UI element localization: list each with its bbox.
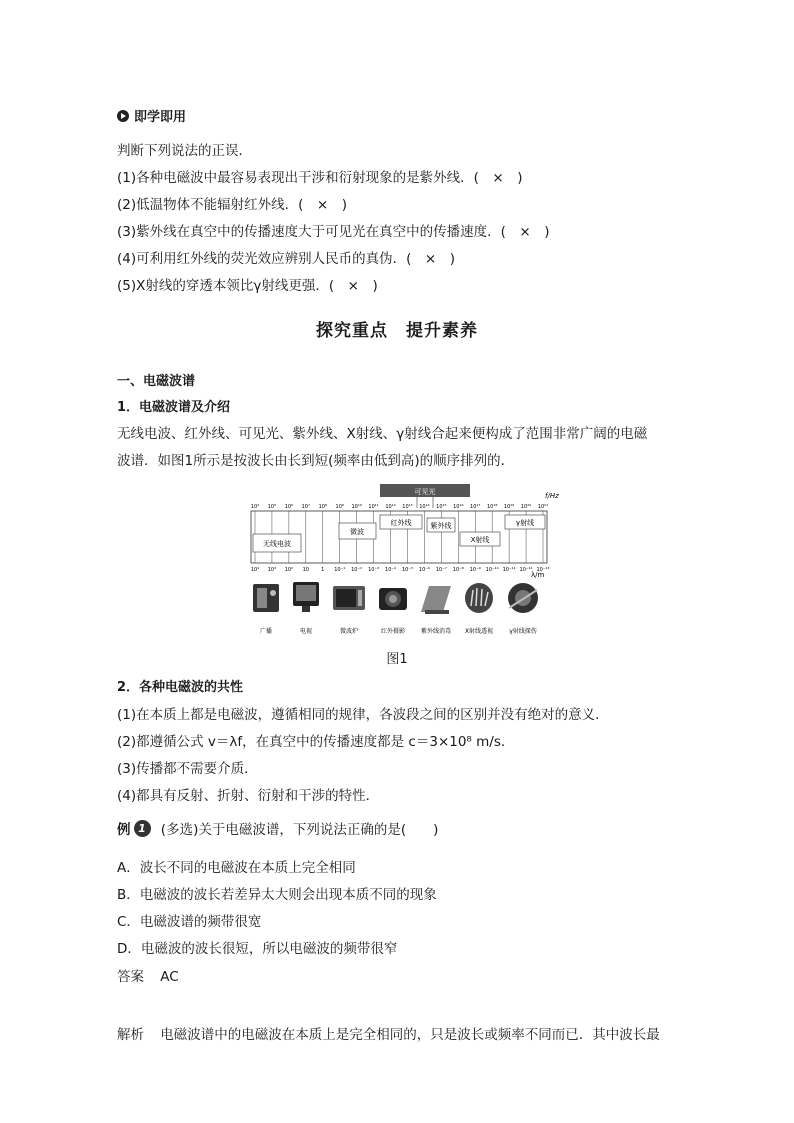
practice-item-2: (2)低温物体不能辐射红外线．( × ) xyxy=(117,197,347,213)
wave-tick-label: 10⁻¹¹ xyxy=(502,567,516,573)
device-icon-label: 红外摄影 xyxy=(380,628,406,635)
freq-tick-label: 10⁸ xyxy=(318,504,327,510)
freq-tick-label: 10¹⁰ xyxy=(351,504,362,510)
example-badge xyxy=(117,818,151,838)
freq-tick-label: 10⁴ xyxy=(250,504,260,510)
uv-sterilizer-icon xyxy=(421,586,451,614)
practice-heading xyxy=(117,106,186,125)
wave-tick-label: 1 xyxy=(321,567,325,573)
freq-tick-label: 10²¹ xyxy=(537,504,549,510)
device-icon-label: 微波炉 xyxy=(339,628,359,635)
wave-tick-label: 10³ xyxy=(267,567,277,573)
analysis-label: 解析 xyxy=(117,1027,144,1043)
freq-tick-label: 10¹⁹ xyxy=(503,504,515,510)
answer-value: AC xyxy=(160,969,179,985)
freq-tick-label: 10⁷ xyxy=(301,504,311,510)
tv-icon xyxy=(293,582,319,612)
freq-tick-labels xyxy=(251,504,548,510)
play-circle-icon xyxy=(117,110,129,122)
practice-item-5: (5)X射线的穿透本领比γ射线更强．( × ) xyxy=(117,278,378,294)
option-c: C．电磁波谱的频带很宽 xyxy=(117,914,262,930)
answer-label: 答案 xyxy=(117,969,144,985)
wave-tick-label: 10⁻² xyxy=(351,567,363,573)
device-icon-label: 紫外线消毒 xyxy=(420,628,452,635)
wave-tick-label: 10⁻¹² xyxy=(519,567,533,573)
freq-tick-label: 10¹¹ xyxy=(368,504,379,510)
part1-sub1: 1．电磁波谱及介绍 xyxy=(117,400,231,415)
wave-tick-label: 10² xyxy=(284,567,294,573)
device-icon-label: 广播 xyxy=(259,628,273,635)
common-item-2: (2)都遵循公式 v＝λf，在真空中的传播速度都是 c＝3×10⁸ m/s. xyxy=(117,734,506,750)
analysis-text: 电磁波谱中的电磁波在本质上是完全相同的，只是波长或频率不同而已．其中波长最 xyxy=(160,1027,660,1043)
common-item-1: (1)在本质上都是电磁波，遵循相同的规律，各波段之间的区别并没有绝对的意义． xyxy=(117,707,609,723)
example-question-line xyxy=(117,818,438,838)
freq-tick-label: 10¹² xyxy=(385,504,396,510)
part1-sub2: 2．各种电磁波的共性 xyxy=(117,680,244,695)
common-item-3: (3)传播都不需要介质． xyxy=(117,761,258,777)
band-radio: 无线电波 xyxy=(263,540,291,548)
camera-icon xyxy=(379,588,407,610)
device-icons xyxy=(253,582,538,614)
part1-para1-line2: 波谱．如图1所示是按波长由长到短(频率由低到高)的顺序排列的． xyxy=(117,453,515,469)
microwave-icon xyxy=(333,586,365,610)
figure-caption: 图1 xyxy=(386,652,408,667)
wave-tick-label: 10⁻⁶ xyxy=(418,567,430,573)
freq-tick-label: 10²⁰ xyxy=(520,504,532,510)
freq-tick-label: 10¹⁷ xyxy=(470,504,481,510)
practice-item-4: (4)可利用红外线的荧光效应辨别人民币的真伪．( × ) xyxy=(117,251,455,267)
practice-heading-text: 即学即用 xyxy=(134,110,187,125)
example-label: 例 xyxy=(117,822,131,838)
band-gamma: γ射线 xyxy=(515,519,535,527)
freq-tick-label: 10¹⁵ xyxy=(436,504,447,510)
practice-intro: 判断下列说法的正误． xyxy=(117,143,252,159)
wave-tick-label: 10⁻⁷ xyxy=(435,567,447,573)
wave-tick-label: 10⁻¹ xyxy=(334,567,346,573)
lambda-axis-label: λ/m xyxy=(531,571,545,579)
section-title: 探究重点 提升素养 xyxy=(316,321,478,341)
band-microwave: 微波 xyxy=(350,528,364,536)
device-icon-label: X射线透视 xyxy=(464,628,494,635)
band-ultraviolet: 紫外线 xyxy=(430,522,452,530)
option-d: D．电磁波的波长很短，所以电磁波的频带很窄 xyxy=(117,941,398,957)
wave-tick-label: 10⁻¹³ xyxy=(536,567,550,573)
analysis-line xyxy=(117,1023,660,1043)
answer-line xyxy=(117,965,179,985)
common-item-4: (4)都具有反射、折射、衍射和干涉的特性． xyxy=(117,788,380,804)
wave-tick-label: 10⁻⁹ xyxy=(469,567,481,573)
option-b: B．电磁波的波长若差异太大则会出现本质不同的现象 xyxy=(117,887,437,903)
spectrum-figure xyxy=(247,478,557,638)
freq-tick-label: 10⁵ xyxy=(267,504,277,510)
wave-tick-label: 10⁻³ xyxy=(368,567,380,573)
wave-tick-labels xyxy=(251,567,550,573)
wave-tick-label: 10⁻⁸ xyxy=(452,567,464,573)
f-axis-label: f/Hz xyxy=(545,492,559,500)
device-icon-labels xyxy=(260,627,537,635)
xray-hand-icon xyxy=(465,583,493,613)
band-xray: X射线 xyxy=(470,536,490,544)
practice-item-3: (3)紫外线在真空中的传播速度大于可见光在真空中的传播速度．( × ) xyxy=(117,224,550,240)
part1-para1-line1: 无线电波、红外线、可见光、紫外线、X射线、γ射线合起来便构成了范围非常广阔的电磁 xyxy=(117,426,648,442)
freq-tick-label: 10¹³ xyxy=(402,504,413,510)
option-a: A．波长不同的电磁波在本质上完全相同 xyxy=(117,860,356,876)
example-question: (多选)关于电磁波谱，下列说法正确的是( ) xyxy=(160,822,439,838)
device-icon-label: γ射线探伤 xyxy=(509,628,537,635)
gamma-inspection-icon xyxy=(508,583,538,613)
radio-icon xyxy=(253,584,279,612)
freq-tick-label: 10⁹ xyxy=(335,504,344,510)
band-infrared: 红外线 xyxy=(390,519,412,527)
freq-tick-label: 10¹⁶ xyxy=(453,504,464,510)
device-icon-label: 电视 xyxy=(299,628,313,635)
wave-tick-label: 10 xyxy=(302,567,310,573)
freq-tick-label: 10¹⁸ xyxy=(486,504,498,510)
freq-tick-label: 10⁶ xyxy=(284,504,294,510)
practice-item-1: (1)各种电磁波中最容易表现出干涉和衍射现象的是紫外线．( × ) xyxy=(117,170,523,186)
example-number: 1 xyxy=(134,820,151,837)
wave-tick-label: 10⁻⁵ xyxy=(401,567,413,573)
wave-tick-label: 10⁻⁴ xyxy=(385,567,397,573)
part1-heading: 一、电磁波谱 xyxy=(117,374,196,389)
wave-tick-label: 10⁴ xyxy=(250,567,260,573)
visible-light-label: 可见光 xyxy=(414,488,436,496)
wave-tick-label: 10⁻¹⁰ xyxy=(485,567,499,573)
freq-tick-label: 10¹⁴ xyxy=(419,504,430,510)
